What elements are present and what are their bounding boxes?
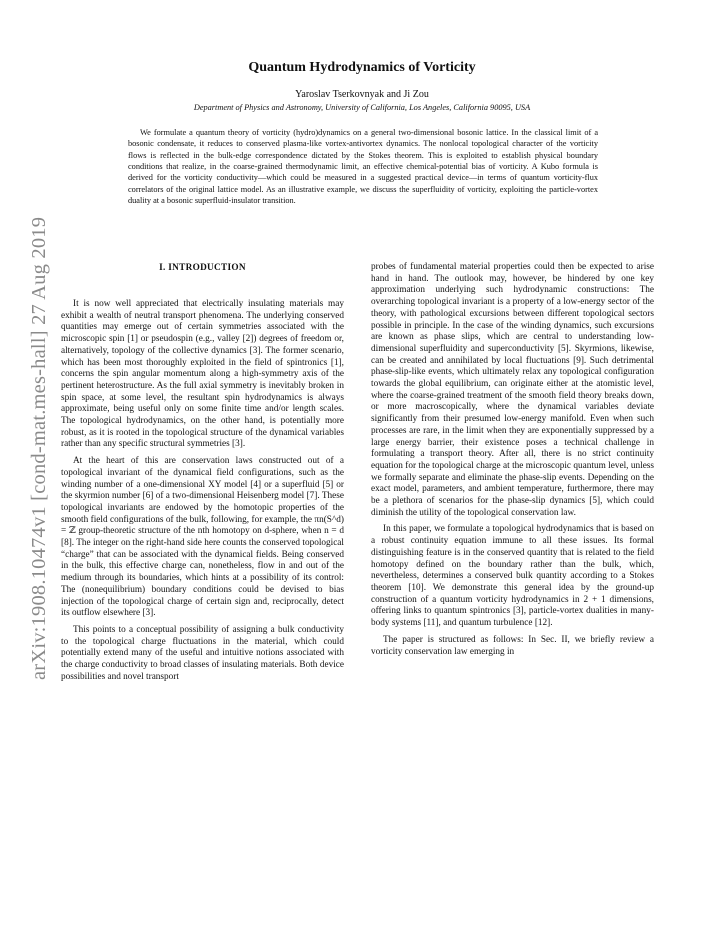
section-heading: I. INTRODUCTION xyxy=(159,263,246,273)
paragraph: At the heart of this are conservation laws constructed out of a topological invariant of the dynamical field configurations, such as the winding number of a one-dimensional XY model [4] or a superfluid [5] or the skyrmion number [6] of a two-dimensional Heisenberg model [7]. These topological invariants are endowed by the homotopic properties of the smooth field configurations of the bulk, following, for example, the πn(S^d) = ℤ group-theoretic structure of the nth homotopy on d-sphere, when n = d [8]. The integer on the right-hand side here counts the conserved topological “charge” that can be associated with the dynamical fields. Being conserved in the bulk, this effective charge can, nonetheless, flow in and out of the medium through its boundaries, which hints at a possibility of its control: The (nonequilibrium) boundary conditions could be devised to bias injection of the topological charge of certain sign and, reciprocally, detect its outflow elsewhere [3]. xyxy=(61,456,344,619)
paper-authors: Yaroslav Tserkovnyak and Ji Zou xyxy=(295,89,429,100)
arxiv-identifier: arXiv:1908.10474v1 [cond-mat.mes-hall] 27 Aug 2019 xyxy=(28,216,50,680)
paragraph: probes of fundamental material properties could then be expected to arise hand in hand. The outlook may, however, be hindered by one key approximation underlying such hydrodynamic constructions: The overarching topological invariant is a property of a low-energy sector of the theory, with pathological excursions between different topological sectors possible in principle. In the case of the winding dynamics, such excursions are known as phase slips, which are central to understanding low-dimensional superfluidity and superconductivity [5]. Skyrmions, likewise, can be created and annihilated by local fluctuations [9]. Such detrimental phase-slip-like events, which ultimately relax any topological configuration towards the global equilibrium, can originate either at the atomistic level, where the coarse-grained treatment of the smooth field theory breaks down, or more macroscopically, where the dynamical variables deviate significantly from their presumed low-energy manifold. Even when such processes are rare, in the limit when they are exponentially suppressed by a large energy barrier, their existence poses a technical challenge in formulating a transport theory. After all, there is no strict continuity equation for the topological charge at the microscopic quantum level, unless we formally separate and eliminate the phase-slip events. Depending on the exact model, parameters, and ambient temperature, furthermore, there may be a plethora of scenarios for the phase-slip dynamics [5], which could diminish the utility of the topological conservation law. xyxy=(371,262,654,518)
paragraph: This points to a conceptual possibility of assigning a bulk conductivity to the topological charge fluctuations in the material, which could potentially extend many of the useful and intuitive notions associated with the charge conductivity to broad classes of insulating materials. Both device possibilities and novel transport xyxy=(61,624,344,682)
paragraph: It is now well appreciated that electrically insulating materials may exhibit a wealth of neutral transport phenomena. The underlying conserved quantities may emerge out of certain symmetries associated with the microscopic spin [1] or pseudospin (e.g., valley [2]) degrees of freedom or, alternatively, topology of the collective dynamics [3]. The former scenario, which has been most thoroughly exploited in the field of spintronics [1], concerns the spin angular momentum along a high-symmetry axis of the pertinent heterostructure. As the full axial symmetry is inevitably broken in spin space, at some level, the resultant spin hydrodynamics is always approximate, being useful only on some finite time and/or length scales. The topological hydrodynamics, on the other hand, is potentially more robust, as it is rooted in the topological structure of the dynamical variables rather than any specific structural symmetries [3]. xyxy=(61,299,344,450)
paragraph: In this paper, we formulate a topological hydrodynamics that is based on a robust continuity equation immune to all these issues. Its formal distinguishing feature is in the conserved quantity that is related to the field homotopy defined on the boundary rather than the bulk, which, nevertheless, determines a conserved bulk quantity according to a Stokes theorem [10]. We demonstrate this general idea by the ground-up construction of a quantum vorticity hydrodynamics in 2 + 1 dimensions, offering links to quantum spintronics [3], particle-vortex dualities in many-body systems [11], and quantum turbulence [12]. xyxy=(371,524,654,629)
right-column xyxy=(371,262,654,663)
left-column xyxy=(61,262,344,689)
paragraph: The paper is structured as follows: In Sec. II, we briefly review a vorticity conservation law emerging in xyxy=(371,634,654,657)
paper-title: Quantum Hydrodynamics of Vorticity xyxy=(248,60,476,75)
abstract: We formulate a quantum theory of vorticity (hydro)dynamics on a general two-dimensional bosonic lattice. In the classical limit of a bosonic condensate, it reduces to conserved plasma-like vortex-antivortex dynamics. The nonlocal topological character of the vorticity flows is reflected in the bulk-edge correspondence dictated by the Stokes theorem. This is exploited to establish physical boundary conditions that realize, in the coarse-grained thermodynamic limit, an effective chemical-potential bias of vorticity. A Kubo formula is derived for the vorticity conductivity—which could be measured in a suggested practical device—in terms of quantum vorticity-flux correlators of the original lattice model. As an illustrative example, we discuss the superfluidity of vorticity, exploiting the particle-vortex duality at a bosonic superfluid-insulator transition. xyxy=(128,128,598,206)
paper-affiliation: Department of Physics and Astronomy, University of California, Los Angeles, California 90095, USA xyxy=(193,103,531,112)
